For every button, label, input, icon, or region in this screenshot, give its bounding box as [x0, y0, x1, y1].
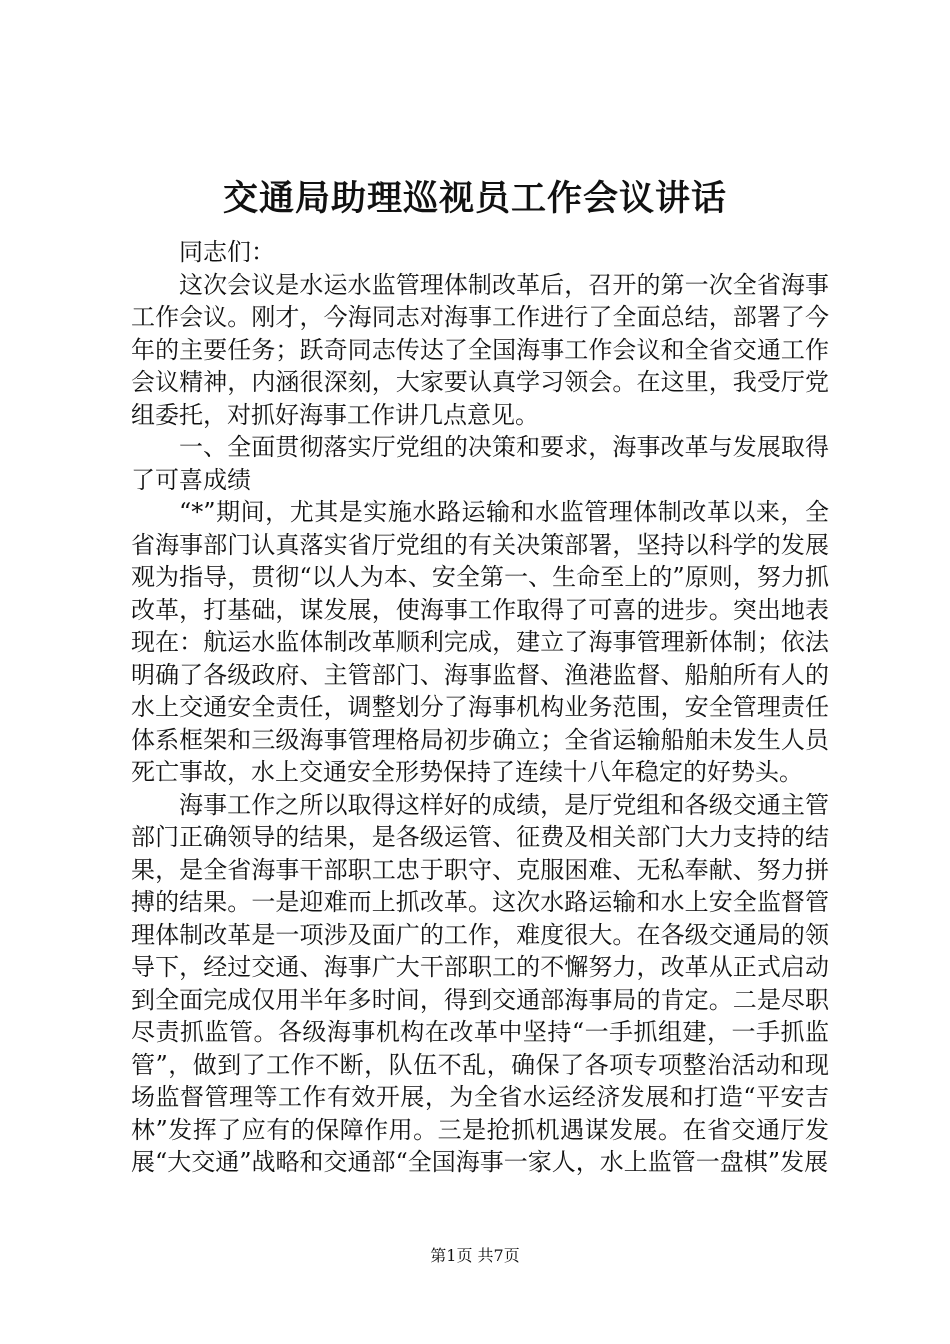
section-heading-1: 一、全面贯彻落实厅党组的决策和要求，海事改革与发展取得了可喜成绩: [131, 433, 829, 494]
page-indicator: 第1页 共7页: [430, 1246, 520, 1265]
greeting: 同志们：: [179, 238, 275, 266]
paragraph-1: 这次会议是水运水监管理体制改革后，召开的第一次全省海事工作会议。刚才，今海同志对海事工作进行了全面总结，部署了今年的主要任务；跃奇同志传达了全国海事工作会议和全省交通工作会议精神，内涵很深刻，大家要认真学习领会。在这里，我受厅党组委托，对抓好海事工作讲几点意见。: [131, 270, 829, 429]
document-title: 交通局助理巡视员工作会议讲话: [222, 178, 727, 219]
paragraph-3: 海事工作之所以取得这样好的成绩，是厅党组和各级交通主管部门正确领导的结果，是各级运管、征费及相关部门大力支持的结果，是全省海事干部职工忠于职守、克服困难、无私奉献、努力拼搏的结果。一是迎难而上抓改革。这次水路运输和水上安全监督管理体制改革是一项涉及面广的工作，难度很大。在各级交通局的领导下，经过交通、海事广大干部职工的不懈努力，改革从正式启动到全面完成仅用半年多时间，得到交通部海事局的肯定。二是尽职尽责抓监管。各级海事机构在改革中坚持“一手抓组建，一手抓监管”，做到了工作不断，队伍不乱，确保了各项专项整治活动和现场监督管理等工作有效开展，为全省水运经济发展和打造“平安吉林”发挥了应有的保障作用。三是抢抓机遇谋发展。在省交通厅发展“大交通”战略和交通部“全国海事一家人，水上监管一盘棋”发展: [131, 790, 829, 1176]
document-body: [131, 236, 829, 1179]
paragraph-2: “*”期间，尤其是实施水路运输和水监管理体制改革以来，全省海事部门认真落实省厅党组的有关决策部署，坚持以科学的发展观为指导，贯彻“以人为本、安全第一、生命至上的”原则，努力抓改革，打基础，谋发展，使海事工作取得了可喜的进步。突出地表现在：航运水监体制改革顺利完成，建立了海事管理新体制；依法明确了各级政府、主管部门、海事监督、渔港监督、船舶所有人的水上交通安全责任，调整划分了海事机构业务范围，安全管理责任体系框架和三级海事管理格局初步确立；全省运输船舶未发生人员死亡事故，水上交通安全形势保持了连续十八年稳定的好势头。: [131, 498, 829, 786]
